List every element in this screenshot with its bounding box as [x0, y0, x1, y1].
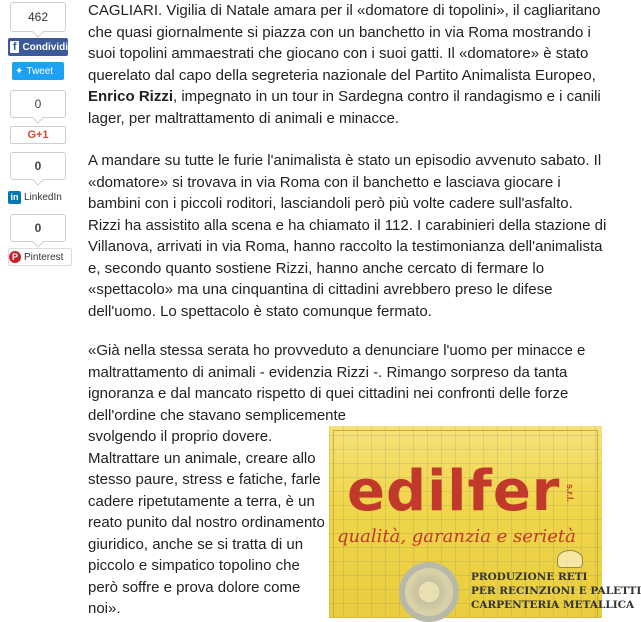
gplus-button[interactable]: G+1: [10, 126, 66, 144]
gplus-share-count: 0: [10, 90, 66, 118]
article-paragraph-3-top: «Già nella stessa serata ho provveduto a denunciare l'uomo per minacce e maltrattamento di animali - evidenzia Rizzi -. Rimango sorpreso da tanta ignoranza e dal mancato rispetto di quei cittadini nei confronti delle forze dell'ordine che stavano semplicemente: [88, 342, 586, 424]
facebook-share-button[interactable]: [8, 38, 68, 56]
linkedin-share-button[interactable]: [8, 188, 70, 206]
twitter-bird-icon: ✦: [15, 65, 24, 77]
certification-badge-icon: [557, 550, 583, 568]
twitter-tweet-label: Tweet: [26, 65, 54, 77]
pinterest-pin-button[interactable]: [8, 248, 72, 266]
linkedin-share-count: 0: [10, 152, 66, 180]
person-name-enrico-rizzi: Enrico Rizzi: [88, 88, 174, 105]
article-paragraph-2: A mandare su tutte le furie l'animalista è stato un episodio avvenuto sabato. Il «domatore» si trovava in via Roma con il banchetto e lasciava giocare i bambini con i piccoli roditori, lasciandoli però più volte cadere sull'asfalto. Rizzi ha assistito alla scena e ha chiamato il 112. I carabinieri della stazione di Villanova, arrivati in via Roma, hanno raccolto la testimonianza dell'animalista e, secondo quanto sostiene Rizzi, hanno anche cercato di fermare lo «spettacolo» ma una cinquantina di cittadini avrebbero preso le difese dell'uomo. Lo spettacolo è stato comunque fermato.: [88, 152, 607, 320]
facebook-share-count: 462: [10, 2, 66, 32]
facebook-share-label: Condividi: [22, 41, 68, 53]
ad-line-1: PRODUZIONE RETI: [471, 571, 588, 583]
ad-line-3: CARPENTERIA METALLICA: [471, 599, 635, 611]
pinterest-pin-label: Pinterest: [24, 251, 64, 263]
article-body: [88, 0, 608, 343]
ad-logo-suffix: s.r.l.: [565, 484, 575, 503]
p1-text-end: , impegnato in un tour in Sardegna contro il randagismo e i canili lager, per maltrattamento di animali e minacce.: [88, 88, 601, 127]
ad-line-2: PER RECINZIONI E PALETTI: [471, 585, 641, 597]
p1-text-start: CAGLIARI. Vigilia di Natale amara per il «domatore di topolini», il cagliaritano che quasi giornalmente si piazza con un banchetto in via Roma mostrando i suoi topolini ammaestrati che giocano con i suoi gatti. Il «domatore» è stato querelato dal capo della segreteria nazionale del Partito Animalista Europeo,: [88, 2, 601, 84]
edilfer-advertisement[interactable]: [329, 426, 641, 618]
pinterest-share-count: 0: [10, 214, 66, 242]
ad-logo: edilfer: [347, 459, 561, 524]
pinterest-icon: P: [9, 251, 21, 263]
article-paragraph-3-bottom: svolgendo il proprio dovere. Maltrattare un animale, creare allo stesso paure, stress e fatiche, farle cadere ripetutamente a terra, è un reato punito dal nostro ordinamento giuridico, anche se si tratta di un piccolo e simpatico topolino che però soffre e prova dolore come noi».: [88, 428, 325, 617]
facebook-icon: f: [10, 41, 19, 53]
article-paragraph-1: [88, 0, 608, 129]
linkedin-share-label: LinkedIn: [24, 191, 62, 203]
twitter-tweet-button[interactable]: [12, 62, 64, 80]
linkedin-icon: in: [8, 191, 21, 204]
ad-tagline: qualità, garanzia e serietà: [337, 526, 576, 547]
wire-mesh-roll-icon: [399, 562, 459, 622]
